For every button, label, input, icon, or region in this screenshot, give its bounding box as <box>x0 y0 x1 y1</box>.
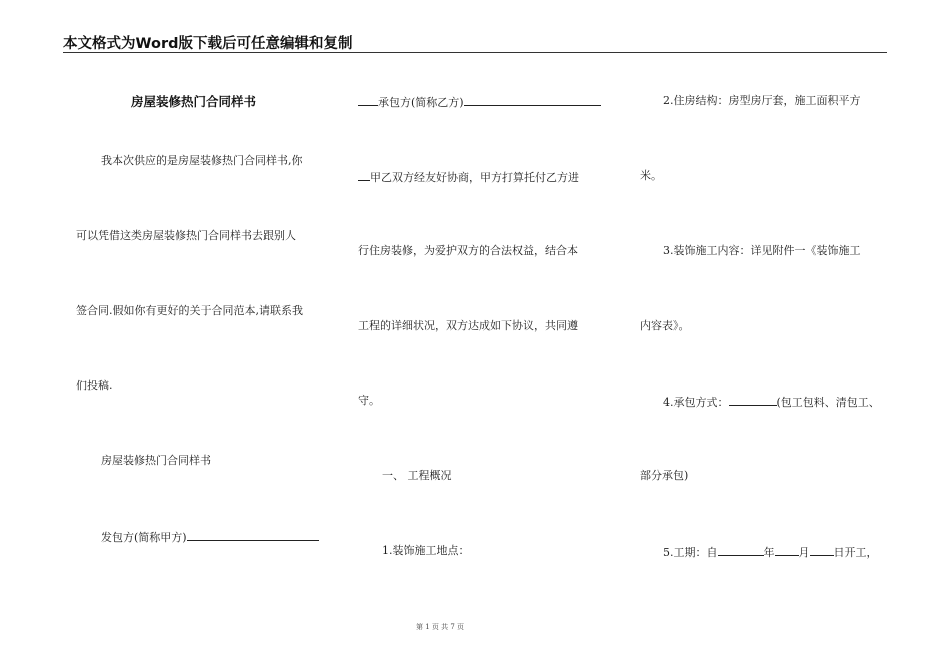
contract-heading: 房屋装修热门合同样书 <box>101 454 211 467</box>
item-5-month-blank <box>775 544 799 556</box>
para-line-1 <box>358 169 579 185</box>
party-b-blank <box>464 94 601 106</box>
item-5-month: 月 <box>798 546 810 559</box>
para-line-3: 工程的详细状况，双方达成如下协议，共同遵 <box>358 319 578 332</box>
party-a-line <box>101 529 319 545</box>
item-3-line-2: 内容表》。 <box>640 319 690 332</box>
item-3-line-1: 3.装饰施工内容：详见附件一《装饰施工 <box>663 244 861 257</box>
item-5-year-blank <box>718 544 764 556</box>
item-4-line-2: 部分承包) <box>640 469 689 482</box>
para-line-1-text: 甲乙双方经友好协商，甲方打算托付乙方进 <box>370 171 579 184</box>
item-2-line-1: 2.住房结构：房型房厅套，施工面积平方 <box>663 94 861 107</box>
item-4-label: 4.承包方式： <box>663 396 729 409</box>
party-a-blank <box>187 529 319 541</box>
party-b-prefix-blank <box>358 94 378 106</box>
item-4-blank <box>729 394 777 406</box>
para-prefix-blank <box>358 169 370 181</box>
item-5-end: 日开工， <box>833 546 878 559</box>
page-number-footer: 第 1 页 共 7 页 <box>415 623 465 631</box>
item-4-options: (包工包料、清包工、 <box>776 396 880 409</box>
para-line-2: 行住房装修，为爱护双方的合法权益，结合本 <box>358 244 578 257</box>
party-b-label: 承包方(简称乙方) <box>378 96 464 109</box>
item-5-day-blank <box>810 544 834 556</box>
header-rule <box>63 52 887 53</box>
intro-line-4: 们投稿. <box>76 379 113 392</box>
party-a-label: 发包方(简称甲方) <box>101 531 187 544</box>
item-2-line-2: 米。 <box>640 169 662 182</box>
item-5-year: 年 <box>763 546 775 559</box>
para-line-4: 守。 <box>358 394 380 407</box>
item-5-line-1 <box>663 544 878 560</box>
item-1-location: 1.装饰施工地点： <box>382 544 470 557</box>
document-title: 房屋装修热门合同样书 <box>131 94 257 109</box>
intro-line-3: 签合同.假如你有更好的关于合同范本,请联系我 <box>76 304 303 317</box>
section-heading-1: 一、 工程概况 <box>382 469 452 482</box>
intro-line-2: 可以凭借这类房屋装修热门合同样书去跟别人 <box>76 229 296 242</box>
party-b-line <box>358 94 601 110</box>
item-5-label: 5.工期：自 <box>663 546 718 559</box>
intro-line-1: 我本次供应的是房屋装修热门合同样书,你 <box>101 154 303 167</box>
download-notice-header: 本文格式为Word版下载后可任意编辑和复制 <box>63 36 353 52</box>
item-4-line-1 <box>663 394 880 410</box>
